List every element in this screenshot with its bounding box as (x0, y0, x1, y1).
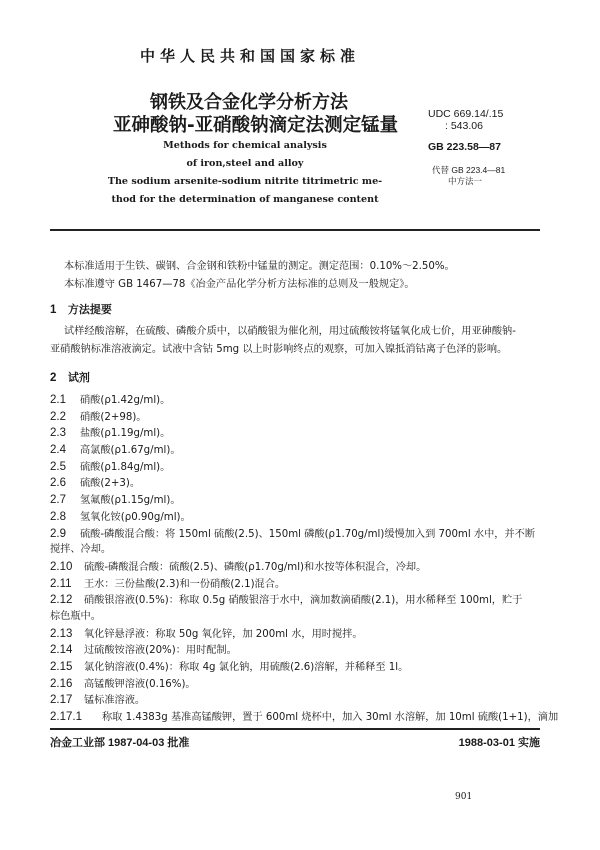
reagent-item (50, 392, 540, 409)
item-text: 硫酸(ρ1.84g/ml)。 (80, 461, 171, 473)
reagent-item (50, 642, 540, 659)
item-number: 2.5 (50, 460, 66, 473)
item-text: 氧化锌悬浮液：称取 50g 氧化锌，加 200ml 水，用时搅拌。 (84, 628, 363, 640)
item-number: 2.4 (50, 444, 66, 457)
item-text: 过硫酸铵溶液(20%)：用时配制。 (84, 645, 237, 657)
item-text: 氢氟酸(ρ1.15g/ml)。 (80, 495, 181, 507)
reagent-item (50, 676, 540, 693)
item-number: 2.9 (50, 527, 66, 540)
intro-paragraph: 本标准适用于生铁、碳钢、合金钢和铁粉中锰量的测定。测定范围：0.10%～2.50%。 (64, 261, 455, 272)
item-text: 硝酸(2+98)。 (80, 411, 147, 423)
replaces-note-cont: 中方法一 (448, 176, 483, 186)
item-text-continuation: 搅拌、冷却。 (50, 544, 112, 556)
reagent-item (50, 626, 540, 643)
national-standard-heading: 中华人民共和国国家标准 (140, 47, 361, 65)
item-number: 2.2 (50, 410, 66, 423)
section-title: 方法提要 (67, 303, 112, 316)
item-text-continuation: 棕色瓶中。 (50, 610, 101, 622)
item-text: 锰标准溶液。 (84, 695, 146, 707)
item-number: 2.1 (50, 394, 66, 406)
reagent-list (50, 392, 559, 726)
item-text: 氢氧化铵(ρ0.90g/ml)。 (80, 511, 191, 523)
reagent-item (50, 692, 540, 709)
item-number: 2.14 (50, 644, 73, 657)
reagent-item (50, 409, 540, 426)
item-number: 2.3 (50, 427, 66, 440)
reagent-item (50, 709, 559, 726)
section-number: 2 (50, 372, 57, 384)
item-text: 高锰酸钾溶液(0.16%)。 (84, 678, 196, 690)
page-number: 901 (455, 792, 473, 802)
item-number: 2.11 (50, 577, 72, 590)
item-number: 2.17.1 (50, 711, 82, 724)
reagent-item (50, 659, 540, 676)
section-number: 1 (50, 304, 57, 316)
reagent-item (50, 509, 540, 526)
section-1 (50, 302, 540, 359)
reagent-item (50, 459, 540, 476)
english-title-line: of iron,steel and alloy (186, 158, 304, 169)
item-number: 2.13 (50, 627, 73, 640)
item-number: 2.8 (50, 510, 66, 523)
section-2 (50, 370, 559, 726)
item-text: 王水：三份盐酸(2.3)和一份硝酸(2.1)混合。 (84, 578, 286, 590)
item-number: 2.6 (50, 477, 66, 490)
english-title-line: thod for the determination of manganese content (111, 194, 379, 205)
reagent-item (50, 526, 540, 543)
item-text: 硝酸银溶液(0.5%)：称取 0.5g 硝酸银溶于水中，滴加数滴硝酸(2.1)，用水稀释至 100ml，贮于 (84, 595, 523, 607)
effective-date: 1988-03-01 实施 (458, 737, 540, 749)
approval-note: 冶金工业部 1987-04-03 批准 (50, 737, 190, 749)
item-number: 2.17 (50, 694, 73, 707)
intro (50, 259, 540, 294)
item-text: 盐酸(ρ1.19g/ml)。 (80, 428, 171, 440)
item-text: 硫酸(2+3)。 (80, 478, 141, 490)
reagent-item (50, 475, 540, 492)
udc-code-cont: : 543.06 (445, 120, 483, 132)
reagent-item (50, 442, 540, 459)
item-number: 2.12 (50, 594, 73, 607)
footer-divider (50, 728, 540, 730)
english-title-line: Methods for chemical analysis (163, 140, 327, 151)
section-title: 试剂 (67, 371, 90, 384)
english-title-line: The sodium arsenite-sodium nitrite titrimetric me- (107, 176, 383, 187)
reagent-item (50, 492, 540, 509)
item-text: 氯化钠溶液(0.4%)：称取 4g 氯化钠，用硫酸(2.6)溶解，并稀释至 1l。 (84, 662, 409, 673)
item-text: 硝酸(ρ1.42g/ml)。 (80, 395, 171, 406)
item-number: 2.16 (50, 677, 73, 690)
item-text: 硫酸-磷酸混合酸：将 150ml 硫酸(2.5)、150ml 磷酸(ρ1.70g/ml)缓慢加入到 700ml 水中，并不断 (80, 528, 536, 540)
title-line-1: 钢铁及合金化学分析方法 (150, 92, 348, 113)
udc-code: UDC 669.14/.15 (428, 108, 504, 120)
intro-paragraph: 本标准遵守 GB 1467—78《冶金产品化学分析方法标准的总则及一般规定》。 (64, 279, 415, 290)
item-number: 2.7 (50, 494, 66, 507)
reagent-item (50, 559, 540, 576)
title-line-2: 亚砷酸钠-亚硝酸钠滴定法测定锰量 (113, 115, 399, 136)
item-text: 硫酸-磷酸混合酸：硫酸(2.5)、磷酸(ρ1.70g/ml)和水按等体积混合，冷却。 (84, 561, 427, 573)
standard-number: GB 223.58—87 (428, 141, 501, 153)
reagent-item (50, 592, 540, 609)
header-divider (50, 229, 540, 231)
reagent-item (50, 576, 540, 593)
reagent-item (50, 425, 540, 442)
item-number: 2.15 (50, 661, 73, 673)
item-text: 高氯酸(ρ1.67g/ml)。 (80, 445, 181, 457)
replaces-note: 代替 GB 223.4—81 (432, 165, 506, 175)
item-number: 2.10 (50, 560, 73, 573)
paragraph-line: 亚硝酸钠标准溶液滴定。试液中含钴 5mg 以上时影响终点的观察，可加入镍抵消钴离子色泽的影响。 (50, 344, 508, 355)
item-text: 称取 1.4383g 基准高锰酸钾，置于 600ml 烧杯中，加入 30ml 水溶解，加 10ml 硫酸(1+1)，滴加 (102, 712, 559, 724)
paragraph-line: 试样经酸溶解，在硫酸、磷酸介质中，以硝酸银为催化剂，用过硫酸铵将锰氧化成七价，用亚砷酸钠- (64, 326, 516, 337)
